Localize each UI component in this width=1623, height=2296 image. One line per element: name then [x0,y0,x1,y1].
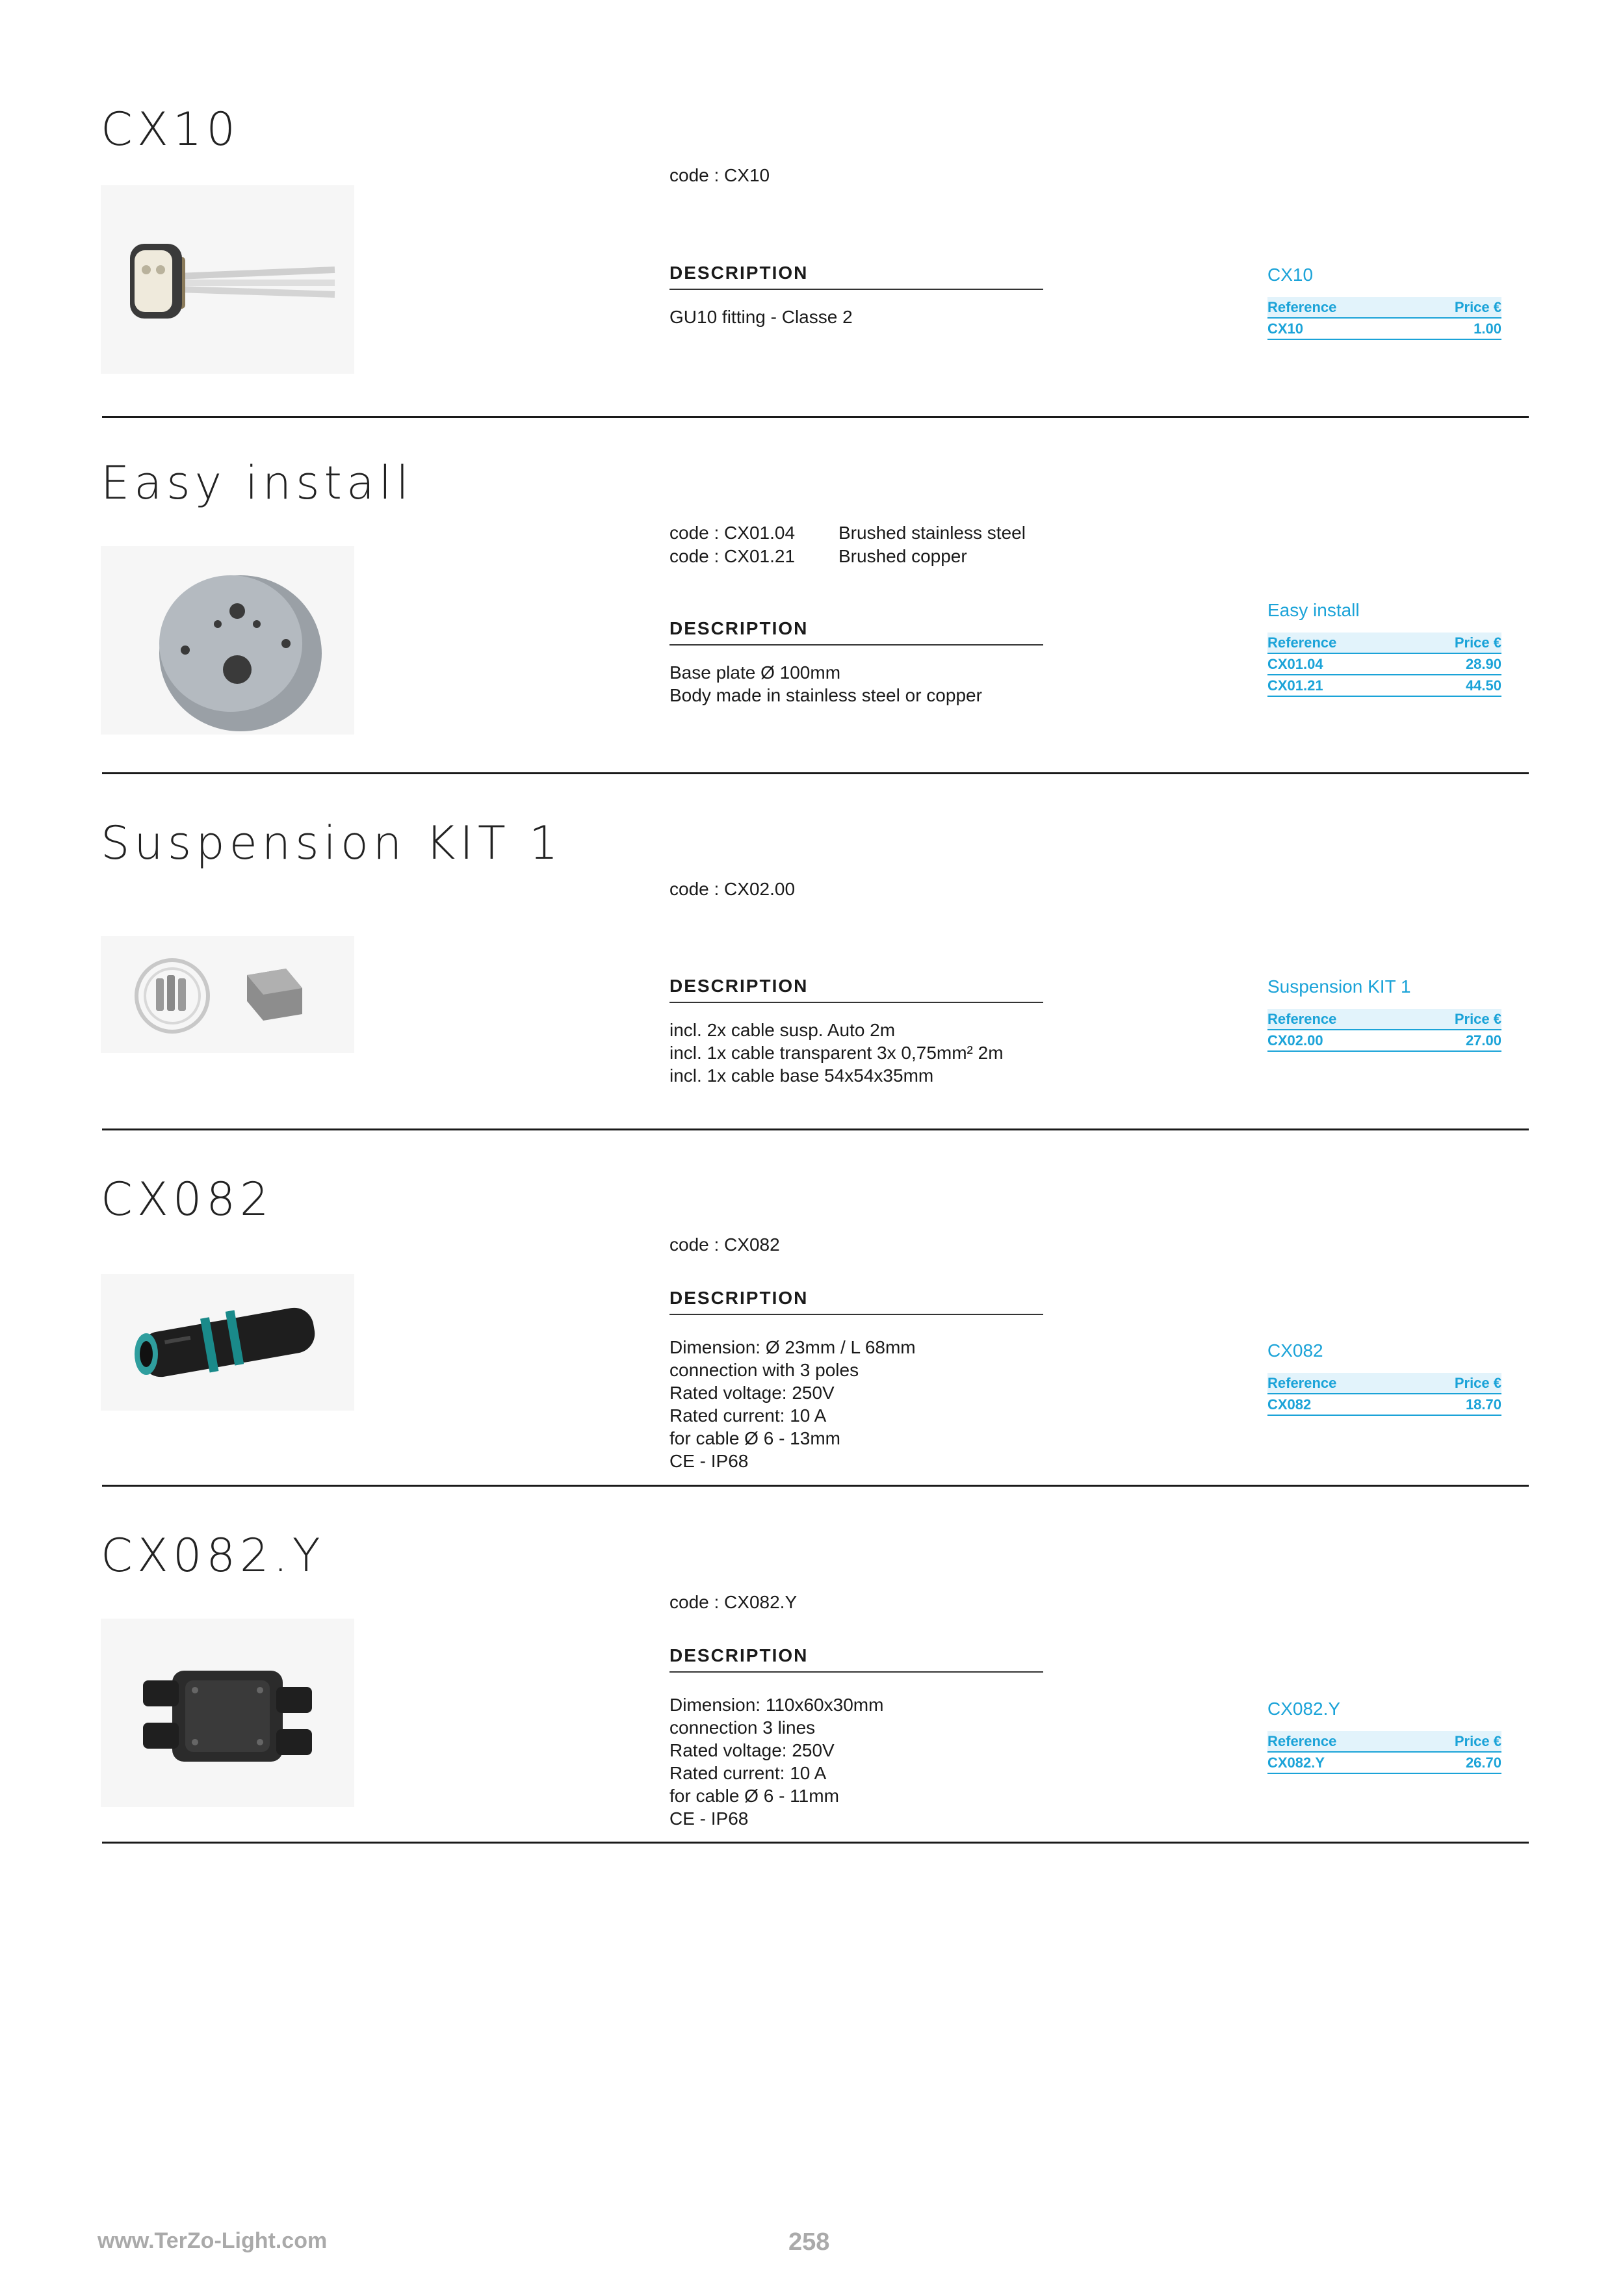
description-line: Rated current: 10 A [669,1405,827,1426]
product-image-junction-box [101,1619,354,1807]
price-block [1267,1340,1501,1416]
code-row [669,1591,838,1614]
price-table-title: CX082.Y [1267,1699,1341,1719]
price-block [1267,1699,1501,1774]
reference-column-header: Reference [1267,633,1407,653]
description-heading: DESCRIPTION [669,618,1043,646]
description-line: for cable Ø 6 - 13mm [669,1428,840,1448]
product-codes [669,1591,838,1614]
price-table-row [1267,675,1501,696]
price-column-header: Price € [1407,1731,1501,1752]
product-image-cable-connector [101,1274,354,1411]
description-heading: DESCRIPTION [669,1645,1043,1673]
product-code: code : CX082 [669,1234,780,1255]
price-table-header [1267,297,1501,318]
product-code-desc: Brushed stainless steel [838,523,1026,543]
price-column-header: Price € [1407,1373,1501,1394]
description-line: Rated voltage: 250V [669,1740,835,1760]
description-line: CE - IP68 [669,1451,749,1471]
price-table [1267,1009,1501,1052]
price-cell: 18.70 [1407,1394,1501,1415]
description-block [669,1288,1043,1472]
description-block [669,618,1043,707]
price-table-header [1267,1373,1501,1394]
price-table [1267,1731,1501,1774]
description-line: GU10 fitting - Classe 2 [669,307,853,327]
price-block [1267,265,1501,340]
description-line: Dimension: Ø 23mm / L 68mm [669,1337,916,1357]
price-table-title: Suspension KIT 1 [1267,976,1411,997]
product-title: Easy install [101,456,413,510]
reference-column-header: Reference [1267,1373,1407,1394]
description-block [669,976,1043,1087]
reference-cell: CX10 [1267,318,1407,339]
product-codes [669,1233,838,1257]
footer-website: www.TerZo-Light.com [97,2228,328,2253]
product-codes [669,164,838,187]
description-line: incl. 2x cable susp. Auto 2m [669,1020,896,1040]
product-code: code : CX01.04 [669,523,796,543]
product-codes [669,878,838,901]
description-line: Base plate Ø 100mm [669,662,841,683]
code-row [669,545,1026,568]
price-column-header: Price € [1407,1009,1501,1030]
product-code: code : CX082.Y [669,1592,798,1612]
price-table-header [1267,1009,1501,1030]
product-image-base-plate [101,546,354,735]
section-divider [102,1842,1529,1844]
product-title: CX082.Y [101,1529,325,1582]
reference-cell: CX082.Y [1267,1752,1407,1773]
description-heading: DESCRIPTION [669,1288,1043,1315]
description-lines [669,1336,1043,1472]
price-table [1267,633,1501,697]
reference-cell: CX02.00 [1267,1030,1407,1051]
description-line: Rated voltage: 250V [669,1383,835,1403]
description-block [669,263,1043,328]
price-table-title: CX10 [1267,265,1314,285]
reference-column-header: Reference [1267,1731,1407,1752]
price-column-header: Price € [1407,297,1501,318]
price-block [1267,976,1501,1052]
description-lines [669,306,1043,328]
price-table-row [1267,1030,1501,1051]
description-lines [669,1693,1043,1830]
price-table-title: Easy install [1267,600,1360,620]
code-row [669,521,1026,545]
product-image-suspension-kit [101,936,354,1053]
description-lines [669,1019,1043,1087]
price-cell: 44.50 [1407,675,1501,696]
product-code: code : CX01.21 [669,546,796,566]
product-code: code : CX02.00 [669,879,796,899]
price-table-header [1267,633,1501,653]
price-table-header [1267,1731,1501,1752]
code-row [669,164,838,187]
product-code-desc: Brushed copper [838,546,967,566]
description-block [669,1645,1043,1830]
price-table-row [1267,318,1501,339]
reference-cell: CX01.21 [1267,675,1407,696]
price-cell: 26.70 [1407,1752,1501,1773]
price-table-row [1267,1752,1501,1773]
price-table-row [1267,653,1501,675]
description-line: connection with 3 poles [669,1360,859,1380]
page-number: 258 [788,2228,830,2256]
description-line: for cable Ø 6 - 11mm [669,1786,839,1806]
description-heading: DESCRIPTION [669,263,1043,290]
price-cell: 1.00 [1407,318,1501,339]
price-column-header: Price € [1407,633,1501,653]
price-table [1267,297,1501,340]
section-divider [102,416,1529,418]
description-line: Rated current: 10 A [669,1763,827,1783]
section-divider [102,1485,1529,1487]
reference-cell: CX01.04 [1267,653,1407,675]
product-image-gu10-fitting [101,185,354,374]
price-table-row [1267,1394,1501,1415]
reference-cell: CX082 [1267,1394,1407,1415]
product-codes [669,521,1026,568]
code-row [669,1233,838,1257]
description-lines [669,661,1043,707]
price-table [1267,1373,1501,1416]
product-title: CX10 [101,103,240,156]
description-line: incl. 1x cable transparent 3x 0,75mm² 2m [669,1043,1004,1063]
code-row [669,878,838,901]
description-line: Dimension: 110x60x30mm [669,1695,884,1715]
section-divider [102,772,1529,774]
description-heading: DESCRIPTION [669,976,1043,1003]
price-cell: 27.00 [1407,1030,1501,1051]
description-line: connection 3 lines [669,1717,816,1738]
description-line: Body made in stainless steel or copper [669,685,982,705]
product-title: Suspension KIT 1 [101,816,563,870]
description-line: incl. 1x cable base 54x54x35mm [669,1065,934,1086]
product-code: code : CX10 [669,165,770,185]
reference-column-header: Reference [1267,1009,1407,1030]
description-line: CE - IP68 [669,1808,749,1829]
reference-column-header: Reference [1267,297,1407,318]
section-divider [102,1128,1529,1130]
price-cell: 28.90 [1407,653,1501,675]
price-block [1267,600,1501,697]
product-title: CX082 [101,1173,274,1226]
price-table-title: CX082 [1267,1340,1323,1361]
